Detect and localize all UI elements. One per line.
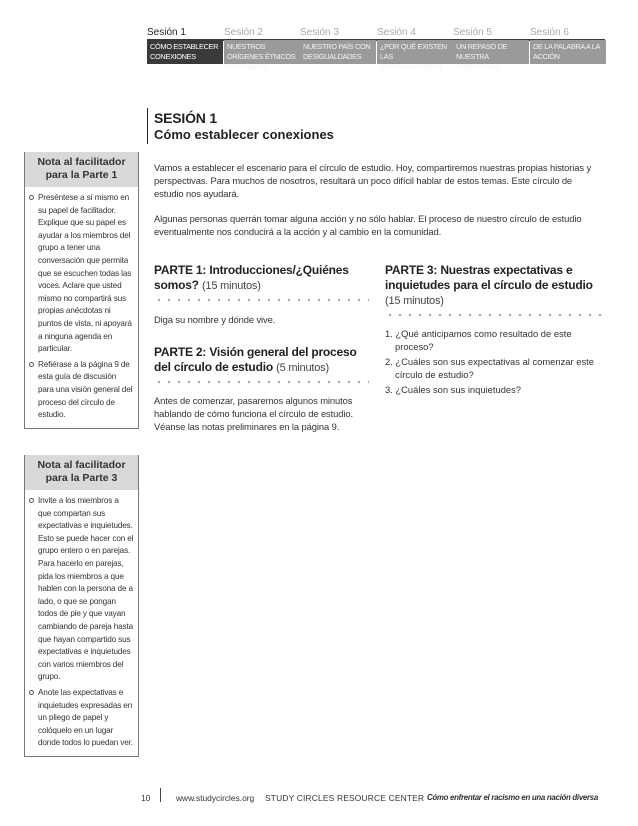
facilitator-note-item: Invite a los miembros a que compartan sus expectativas e inquietudes. Esto se puede hacer con el grupo entero o en parejas. Para hacerlo en parejas, pida los miembros a que hablen con la persona de a lado, o que se pongan todos de pie y que vayan cambiando de pareja hasta que hayan compartido sus expectativas e inquietudes con varios miembros del grupo. [29,495,134,684]
tab-session-3[interactable] [300,27,376,64]
part-3-heading: PARTE 3: Nuestras expectativas e inquietudes para el círculo de estudio (15 minutos) [385,263,593,307]
part-1-heading: PARTE 1: Introducciones/¿Quiénes somos? (15 minutos) [154,263,349,292]
footer-book-title: Cómo enfrentar el racismo en una nación diversa [427,793,598,802]
footer-rule [160,788,161,802]
tab-title: NUESTROS ORÍGENES ÉTNICOS Y RACIALES [224,40,300,64]
part-2-heading: PARTE 2: Visión general del proceso del círculo de estudio (5 minutos) [154,345,357,374]
tab-title: CÓMO ESTABLECER CONEXIONES [147,40,223,64]
intro-paragraph-1: Vamos a establecer el escenario para el círculo de estudio. Hoy, compartiremos nuestras propias historias y perspectivas. Para muchos de nosotros, resultará un poco difícil hablar de estos temas. Este círculo de estudio nos ayudará. [154,162,592,199]
facilitator-note-item: Preséntese a sí mismo en su papel de facilitador. Explique que su papel es ayudar a los miembros del grupo a tener una conversación que permita que se escuchen todas las voces. Aclare que usted mismo no compartirá sus propias anécdotas ni puntos de vista, ni apoyará a ninguna agenda en particular. [29,192,134,356]
list-item: 2. ¿Cuáles son sus expectativas al comenzar este círculo de estudio? [385,356,594,380]
bullet-circle-icon [29,362,34,367]
bullet-circle-icon [29,498,34,503]
tab-label: Sesión 4 [377,27,416,38]
dotted-divider [154,298,369,302]
facilitator-note-item: Anote las expectativas e inquietudes expresadas en un pliego de papel y colóquelo en un lugar donde todos lo puedan ver. [29,687,134,750]
bullet-circle-icon [29,690,34,695]
tab-session-5[interactable] [453,27,529,71]
tab-title: ¿POR QUÉ EXISTEN LAS DESIGUALDADES? [377,40,453,64]
part-3-questions [385,327,605,398]
intro-paragraph-2: Algunas personas querrán tomar alguna acción y no sólo hablar. El proceso de nuestro círculo de estudio eventualmente nos conducirá a la acción y al cambio en la comunidad. [154,213,582,237]
tab-label: Sesión 6 [530,27,569,38]
footer-url[interactable]: www.studycircles.org [176,793,255,803]
heading-rule [147,108,148,144]
part-3-duration: (15 minutos) [385,295,444,307]
tab-session-1[interactable] [147,27,223,64]
facilitator-note-part-3 [24,455,139,757]
footer-org: STUDY CIRCLES RESOURCE CENTER [265,793,425,803]
part-1-body: Diga su nombre y dónde vive. [154,314,276,325]
dotted-divider [385,313,605,317]
list-item: 1. ¿Qué anticipamos como resultado de este proceso? [385,328,572,352]
dotted-divider [154,380,369,384]
part-2-duration: (5 minutos) [276,362,329,374]
tab-session-6[interactable] [530,27,606,64]
tab-title: UN REPASO DE NUESTRA COMUNIDAD [453,40,529,64]
tab-session-4[interactable] [377,27,453,71]
list-item: 3. ¿Cuáles son sus inquietudes? [385,384,522,395]
tab-label: Sesión 1 [147,27,186,38]
bullet-circle-icon [29,195,34,200]
facilitator-note-part-1 [24,152,139,429]
session-title: Cómo establecer conexiones [154,127,334,142]
tab-title: DE LA PALABRA A LA ACCIÓN [530,40,606,64]
part-2-body: Antes de comenzar, pasaremos algunos minutos hablando de cómo funciona el círculo de estudio. Véanse las notas preliminares en la página 9. [154,395,353,432]
page-number: 10 [141,793,151,803]
facilitator-note-title: Nota al facilitador para la Parte 1 [25,152,138,187]
tab-label: Sesión 5 [453,27,492,38]
facilitator-note-title: Nota al facilitador para la Parte 3 [25,455,138,490]
session-number: SESIÓN 1 [154,110,217,126]
tab-title: NUESTRO PAÍS CON DESIGUALDADES [300,40,376,64]
facilitator-note-item: Refiérase a la página 9 de esta guía de discusión para una visión general del proceso del círculo de estudio. [29,359,134,422]
part-1-duration: (15 minutos) [201,280,261,292]
tab-session-2[interactable] [224,27,300,71]
tab-label: Sesión 2 [224,27,263,38]
tab-label: Sesión 3 [300,27,339,38]
